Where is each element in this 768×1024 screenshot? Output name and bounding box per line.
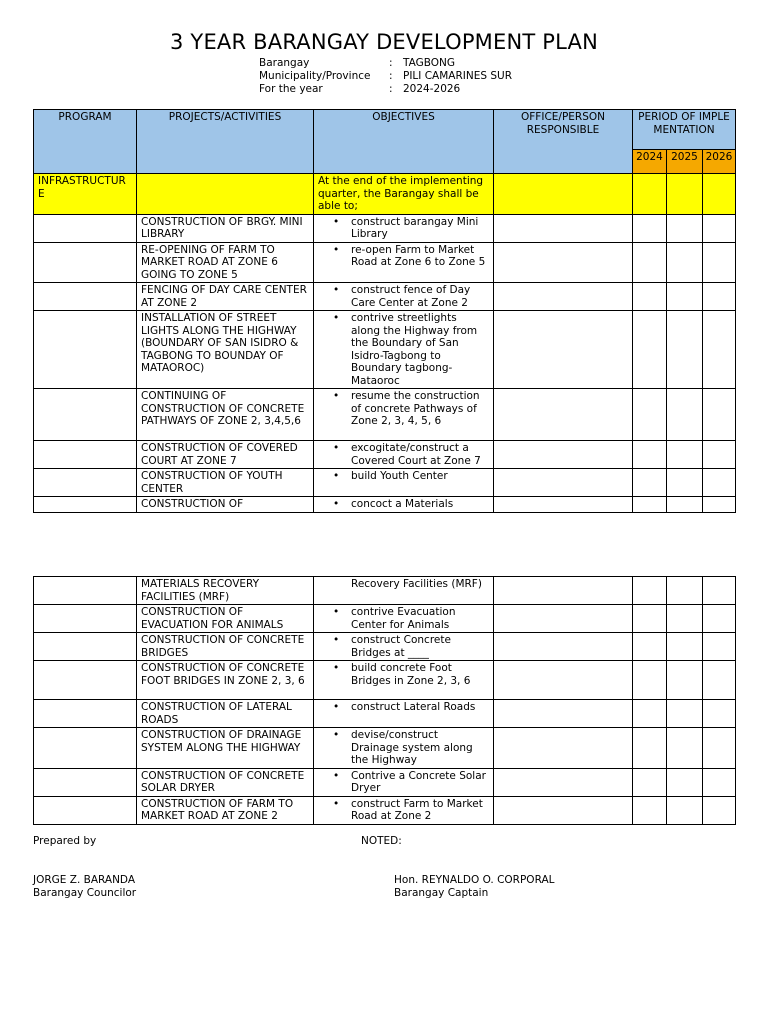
program-cell — [34, 497, 137, 513]
year-2024-cell — [633, 577, 667, 605]
preparer-title: Barangay Councilor — [33, 886, 137, 899]
project-cell-text: CONSTRUCTION OF FARM TO MARKET ROAD AT ZONE 2 — [141, 797, 294, 822]
objective-list — [318, 729, 489, 767]
program-empty-cell — [494, 174, 633, 215]
info-row-year — [259, 83, 512, 96]
objective-bullet-item: • contrive streetlights along the Highway from the Boundary of San Isidro-Tagbong to Boundary tagbong-Mataoroc — [318, 312, 489, 387]
office-cell — [494, 242, 633, 283]
year-2024-cell — [633, 605, 667, 633]
program-cell — [34, 242, 137, 283]
year-2025-cell — [667, 497, 703, 513]
info-value: PILI CAMARINES SUR — [403, 70, 512, 82]
objective-bullet-item: • devise/construct Drainage system along the Highway — [318, 729, 489, 767]
objective-cell — [314, 700, 494, 728]
objective-cell — [314, 768, 494, 796]
table-row — [34, 796, 736, 824]
objective-bullet-item: • build concrete Foot Bridges in Zone 2, 3, 6 — [318, 662, 489, 687]
info-separator: : — [389, 83, 393, 95]
objective-bullet-item: • construct Concrete Bridges at ____ — [318, 634, 489, 659]
year-2025-cell — [667, 796, 703, 824]
year-2025-cell — [667, 283, 703, 311]
office-cell — [494, 796, 633, 824]
project-cell — [137, 389, 314, 441]
year-2024-cell — [633, 242, 667, 283]
objective-list — [318, 498, 489, 511]
project-cell-text: RE-OPENING OF FARM TO MARKET ROAD AT ZONE 6 GOING TO ZONE 5 — [141, 243, 278, 281]
objective-bullet-item: • Contrive a Concrete Solar Dryer — [318, 770, 489, 795]
year-2025-cell — [667, 633, 703, 661]
year-2024-cell — [633, 497, 667, 513]
page-title: 3 YEAR BARANGAY DEVELOPMENT PLAN — [170, 30, 598, 54]
header-projects: PROJECTS/ACTIVITIES — [137, 110, 314, 174]
year-2024-cell — [633, 796, 667, 824]
program-empty-cell — [667, 174, 703, 215]
project-cell-text: FENCING OF DAY CARE CENTER AT ZONE 2 — [141, 284, 307, 309]
objective-list — [318, 284, 489, 309]
project-cell — [137, 497, 314, 513]
table-row — [34, 633, 736, 661]
project-cell — [137, 441, 314, 469]
objective-list — [318, 662, 489, 687]
year-2026-cell — [703, 214, 736, 242]
year-2026-cell — [703, 311, 736, 389]
noter-name: Hon. REYNALDO O. CORPORAL — [394, 874, 555, 886]
project-cell — [137, 469, 314, 497]
year-2024-cell — [633, 311, 667, 389]
program-cell — [34, 605, 137, 633]
header-year-2025: 2025 — [667, 150, 703, 174]
program-cell — [34, 311, 137, 389]
office-cell — [494, 497, 633, 513]
preparer-name: JORGE Z. BARANDA — [33, 874, 136, 886]
objective-text: Recovery Facilities (MRF) — [351, 578, 482, 590]
year-2025-cell — [667, 605, 703, 633]
objective-list — [318, 606, 489, 631]
objective-list — [318, 312, 489, 387]
office-cell — [494, 661, 633, 700]
objective-cell — [314, 242, 494, 283]
objective-list — [318, 470, 489, 483]
header-year-2024: 2024 — [633, 150, 667, 174]
year-2024-cell — [633, 661, 667, 700]
objective-bullet-item: • re-open Farm to Market Road at Zone 6 to Zone 5 — [318, 244, 489, 269]
objective-cell — [314, 661, 494, 700]
year-2024-cell — [633, 728, 667, 769]
project-cell-text: CONSTRUCTION OF CONCRETE BRIDGES — [141, 634, 305, 659]
objective-cell — [314, 728, 494, 769]
noter-signature-block — [394, 874, 554, 899]
table-row — [34, 605, 736, 633]
office-cell — [494, 389, 633, 441]
program-cell — [34, 700, 137, 728]
office-cell — [494, 214, 633, 242]
year-2026-cell — [703, 242, 736, 283]
project-cell-text: CONSTRUCTION OF CONCRETE SOLAR DRYER — [141, 769, 305, 794]
development-plan-table-page-1 — [33, 109, 736, 513]
program-objective: At the end of the implementing quarter, the Barangay shall be able to; — [314, 174, 494, 215]
table-row — [34, 768, 736, 796]
objective-cell — [314, 469, 494, 497]
info-value: 2024-2026 — [403, 83, 461, 95]
header-year-2026: 2026 — [703, 150, 736, 174]
year-2025-cell — [667, 389, 703, 441]
program-row — [34, 174, 736, 215]
program-cell — [34, 214, 137, 242]
objective-list — [318, 244, 489, 269]
year-2026-cell — [703, 283, 736, 311]
program-cell — [34, 441, 137, 469]
year-2026-cell — [703, 728, 736, 769]
year-2025-cell — [667, 728, 703, 769]
objective-bullet-item: • construct Farm to Market Road at Zone 2 — [318, 798, 489, 823]
office-cell — [494, 633, 633, 661]
objective-cell — [314, 389, 494, 441]
project-cell — [137, 728, 314, 769]
project-cell — [137, 283, 314, 311]
office-cell — [494, 441, 633, 469]
year-2025-cell — [667, 242, 703, 283]
office-cell — [494, 311, 633, 389]
objective-cell — [314, 214, 494, 242]
year-2025-cell — [667, 469, 703, 497]
table-row — [34, 577, 736, 605]
year-2026-cell — [703, 768, 736, 796]
year-2026-cell — [703, 497, 736, 513]
noted-label: NOTED: — [361, 835, 402, 847]
objective-list — [318, 770, 489, 795]
project-cell — [137, 796, 314, 824]
office-cell — [494, 728, 633, 769]
office-cell — [494, 469, 633, 497]
project-cell-text: MATERIALS RECOVERY FACILITIES (MRF) — [141, 578, 260, 603]
project-cell-text: CONSTRUCTION OF YOUTH CENTER — [141, 470, 283, 495]
office-cell — [494, 577, 633, 605]
objective-bullet-item: • excogitate/construct a Covered Court at Zone 7 — [318, 442, 489, 467]
program-cell — [34, 661, 137, 700]
year-2025-cell — [667, 700, 703, 728]
table-row — [34, 311, 736, 389]
program-cell — [34, 728, 137, 769]
year-2026-cell — [703, 441, 736, 469]
program-cell — [34, 796, 137, 824]
year-2024-cell — [633, 283, 667, 311]
project-cell-text: CONSTRUCTION OF — [141, 498, 244, 510]
program-cell — [34, 389, 137, 441]
table-row — [34, 242, 736, 283]
year-2026-cell — [703, 389, 736, 441]
info-label: For the year — [259, 83, 323, 95]
year-2024-cell — [633, 389, 667, 441]
objective-list — [318, 634, 489, 659]
program-cell — [34, 768, 137, 796]
objective-cell — [314, 441, 494, 469]
info-label: Barangay — [259, 57, 310, 69]
year-2026-cell — [703, 633, 736, 661]
project-cell-text: CONTINUING OF CONSTRUCTION OF CONCRETE PATHWAYS OF ZONE 2, 3,4,5,6 — [141, 390, 305, 427]
objective-cell — [314, 283, 494, 311]
objective-cell — [314, 605, 494, 633]
year-2025-cell — [667, 214, 703, 242]
project-cell-text: CONSTRUCTION OF CONCRETE FOOT BRIDGES IN ZONE 2, 3, 6 — [141, 662, 305, 687]
program-cell — [34, 469, 137, 497]
office-cell — [494, 768, 633, 796]
table-row — [34, 283, 736, 311]
objective-cell — [314, 497, 494, 513]
header-office: OFFICE/PERSON RESPONSIBLE — [494, 110, 633, 174]
info-row-barangay — [259, 57, 512, 70]
project-cell-text: INSTALLATION OF STREET LIGHTS ALONG THE HIGHWAY (BOUNDARY OF SAN ISIDRO & TAGBONG TO BOUNDAY OF MATAOROC) — [141, 312, 299, 374]
table-row — [34, 469, 736, 497]
objective-list — [318, 798, 489, 823]
project-cell — [137, 214, 314, 242]
year-2026-cell — [703, 700, 736, 728]
preparer-signature-block — [33, 874, 136, 899]
year-2026-cell — [703, 796, 736, 824]
barangay-info — [259, 57, 512, 96]
objective-cell — [314, 577, 494, 605]
header-period: PERIOD OF IMPLEMENTATION — [633, 110, 736, 150]
year-2024-cell — [633, 768, 667, 796]
development-plan-table-page-2 — [33, 576, 736, 825]
program-cell — [34, 633, 137, 661]
year-2025-cell — [667, 661, 703, 700]
project-cell-text: CONSTRUCTION OF BRGY. MINI LIBRARY — [141, 215, 303, 240]
project-cell — [137, 700, 314, 728]
program-empty-cell — [137, 174, 314, 215]
objective-bullet-item: • build Youth Center — [318, 470, 489, 483]
project-cell — [137, 768, 314, 796]
objective-bullet-item: • construct Lateral Roads — [318, 701, 489, 714]
office-cell — [494, 700, 633, 728]
table-row — [34, 214, 736, 242]
project-cell-text: CONSTRUCTION OF DRAINAGE SYSTEM ALONG THE HIGHWAY — [141, 729, 302, 754]
objective-cell — [314, 796, 494, 824]
table-row — [34, 441, 736, 469]
year-2026-cell — [703, 469, 736, 497]
header-program: PROGRAM — [34, 110, 137, 174]
year-2026-cell — [703, 661, 736, 700]
table-row — [34, 661, 736, 700]
objective-bullet-item: • construct fence of Day Care Center at Zone 2 — [318, 284, 489, 309]
objective-bullet-item: • concoct a Materials — [318, 498, 489, 511]
program-name: INFRASTRUCTURE — [34, 174, 137, 215]
project-cell — [137, 605, 314, 633]
year-2025-cell — [667, 577, 703, 605]
project-cell — [137, 661, 314, 700]
info-separator: : — [389, 70, 393, 82]
year-2025-cell — [667, 768, 703, 796]
program-cell — [34, 577, 137, 605]
info-label: Municipality/Province — [259, 70, 371, 82]
objective-cell — [314, 633, 494, 661]
objective-list — [318, 701, 489, 714]
year-2024-cell — [633, 633, 667, 661]
project-cell — [137, 633, 314, 661]
project-cell — [137, 311, 314, 389]
office-cell — [494, 283, 633, 311]
info-row-municipality — [259, 70, 512, 83]
table-row — [34, 497, 736, 513]
project-cell — [137, 577, 314, 605]
year-2024-cell — [633, 214, 667, 242]
table-row — [34, 728, 736, 769]
project-cell-text: CONSTRUCTION OF EVACUATION FOR ANIMALS — [141, 606, 284, 631]
objective-bullet-item: • contrive Evacuation Center for Animals — [318, 606, 489, 631]
project-cell — [137, 242, 314, 283]
objective-list — [318, 390, 489, 428]
header-objectives: OBJECTIVES — [314, 110, 494, 174]
table-header-row — [34, 110, 736, 150]
program-cell — [34, 283, 137, 311]
objective-list — [318, 442, 489, 467]
prepared-by-label: Prepared by — [33, 835, 97, 847]
year-2026-cell — [703, 577, 736, 605]
info-value: TAGBONG — [403, 57, 456, 69]
noter-title: Barangay Captain — [394, 886, 489, 899]
table-row — [34, 700, 736, 728]
office-cell — [494, 605, 633, 633]
project-cell-text: CONSTRUCTION OF LATERAL ROADS — [141, 701, 292, 726]
year-2024-cell — [633, 441, 667, 469]
table-row — [34, 389, 736, 441]
year-2024-cell — [633, 469, 667, 497]
year-2024-cell — [633, 700, 667, 728]
program-empty-cell — [633, 174, 667, 215]
year-2025-cell — [667, 441, 703, 469]
program-empty-cell — [703, 174, 736, 215]
objective-cell — [314, 311, 494, 389]
project-cell-text: CONSTRUCTION OF COVERED COURT AT ZONE 7 — [141, 442, 298, 467]
info-separator: : — [389, 57, 393, 69]
year-2026-cell — [703, 605, 736, 633]
objective-bullet-item: • construct barangay Mini Library — [318, 216, 489, 241]
objective-bullet-item: • resume the construction of concrete Pathways of Zone 2, 3, 4, 5, 6 — [318, 390, 489, 428]
objective-list — [318, 216, 489, 241]
year-2025-cell — [667, 311, 703, 389]
